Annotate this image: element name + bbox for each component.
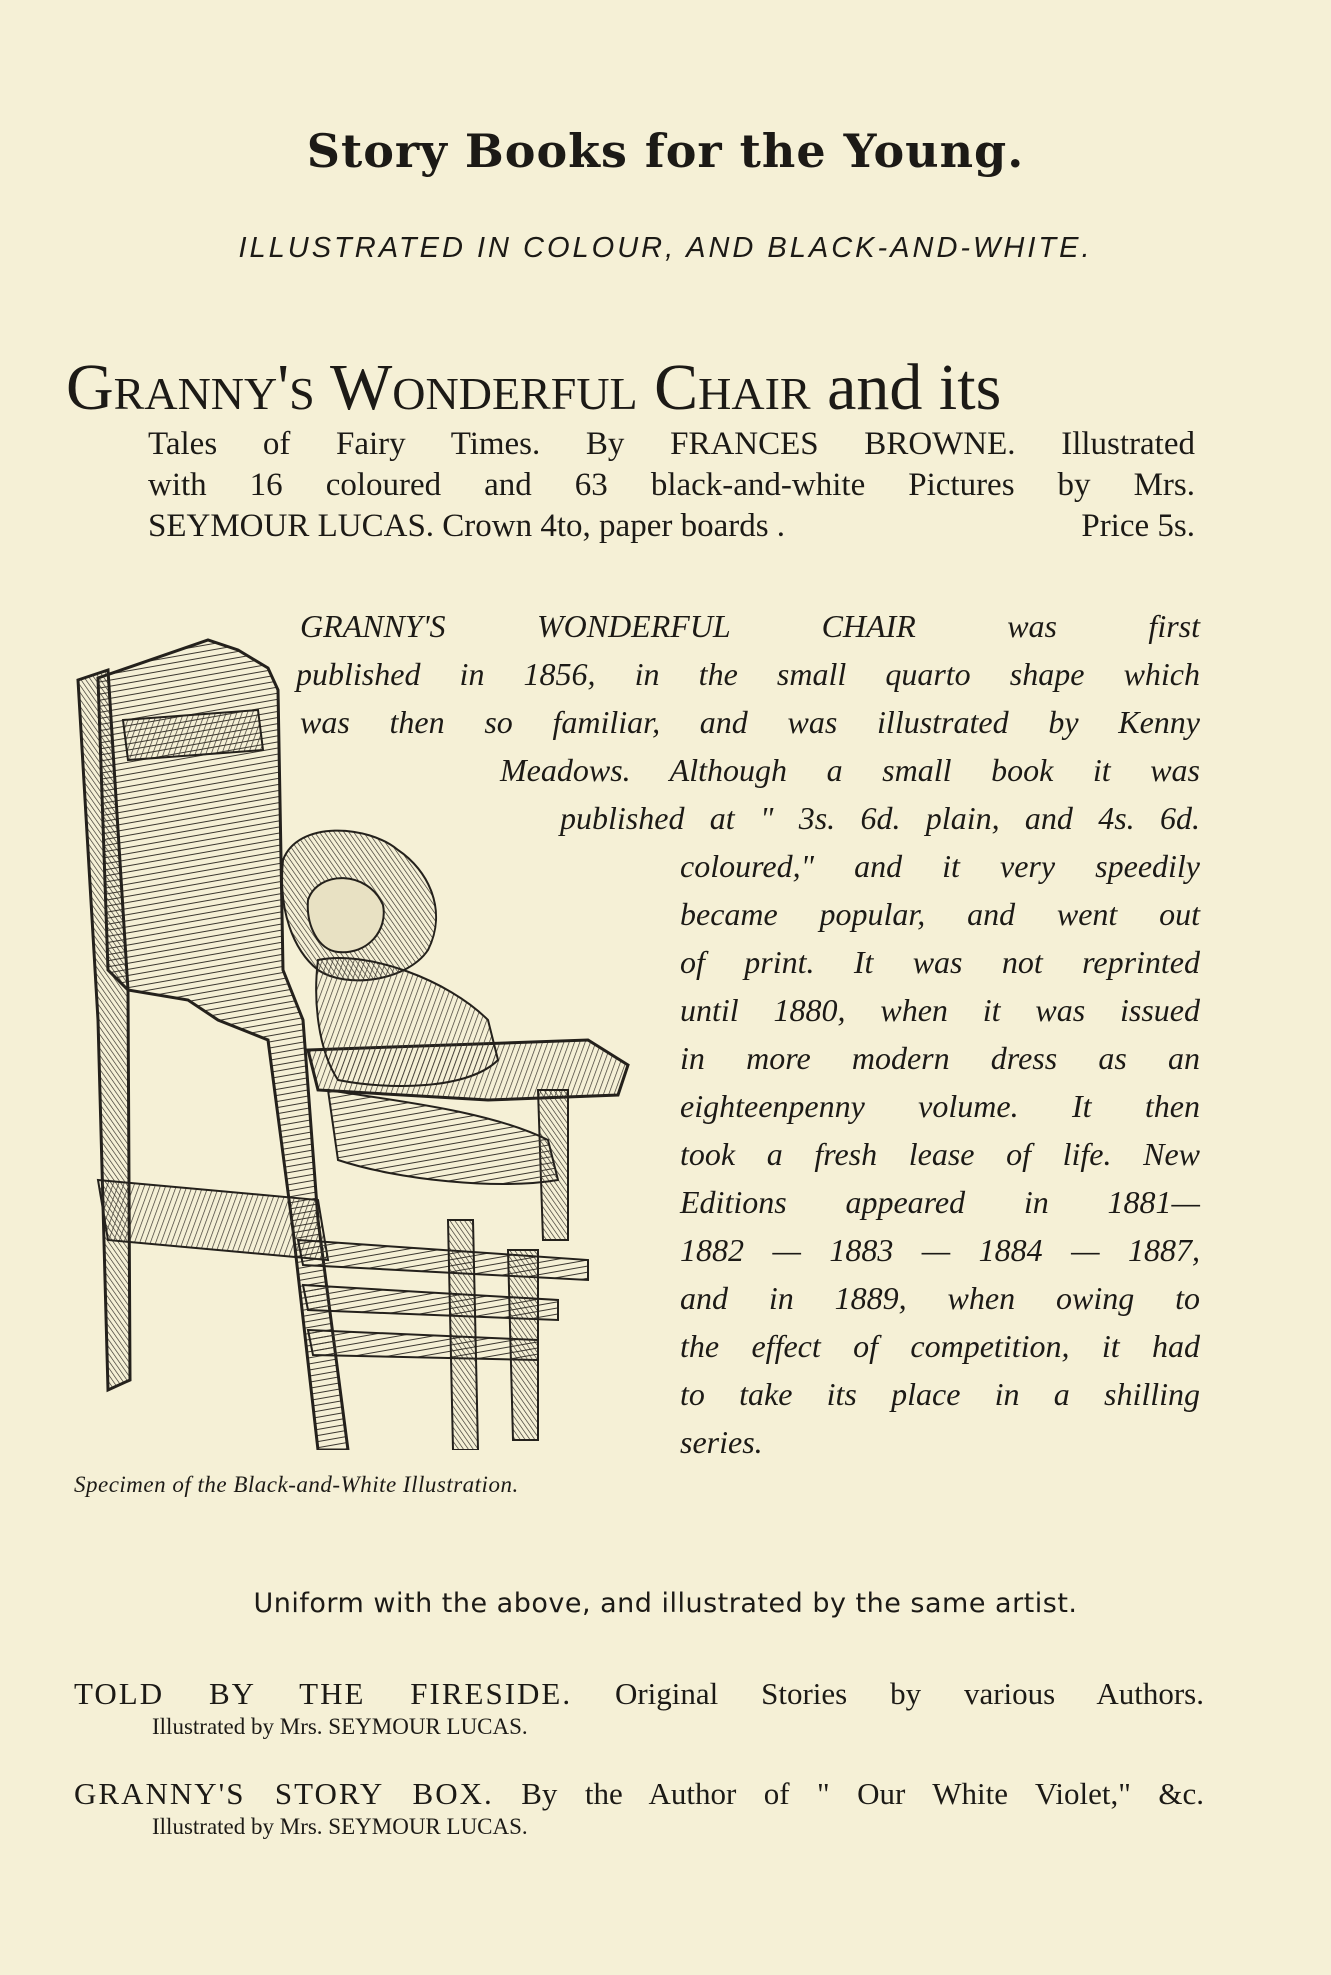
history-line: 1882 — 1883 — 1884 — 1887, <box>680 1232 1200 1268</box>
description-line-last <box>148 506 1195 547</box>
history-line: coloured," and it very speedily <box>680 848 1200 884</box>
history-line: became popular, and went out <box>680 896 1200 932</box>
history-line: and in 1889, when owing to <box>680 1280 1200 1316</box>
history-line: to take its place in a shilling <box>680 1376 1200 1412</box>
history-line: of print. It was not reprinted <box>680 944 1200 980</box>
page-subheading: ILLUSTRATED IN COLOUR, AND BLACK-AND-WHITE. <box>238 232 1093 264</box>
history-line: took a fresh lease of life. New <box>680 1136 1200 1172</box>
history-line: eighteenpenny volume. It then <box>680 1088 1200 1124</box>
history-line: series. <box>680 1424 763 1460</box>
book-entry-credit: Illustrated by Mrs. SEYMOUR LUCAS. <box>152 1814 528 1839</box>
description-line: with 16 coloured and 63 black-and-white Pictures by Mrs. <box>148 467 1195 503</box>
book-entry-description: Original Stories by various Authors. <box>614 1676 1204 1711</box>
book-entry-told-by-the-fireside <box>74 1676 1204 1740</box>
chair-illustration <box>68 620 668 1450</box>
book-entry-title: GRANNY'S STORY BOX. <box>74 1776 494 1811</box>
history-line: until 1880, when it was issued <box>680 992 1200 1028</box>
featured-book-title <box>66 350 1306 426</box>
history-line: Meadows. Although a small book it was <box>500 752 1200 788</box>
history-line: published in 1856, in the small quarto shape which <box>296 656 1200 692</box>
history-line: was then so familiar, and was illustrated by Kenny <box>300 704 1200 740</box>
history-line: published at " 3s. 6d. plain, and 4s. 6d. <box>560 800 1200 836</box>
history-line: the effect of competition, it had <box>680 1328 1200 1364</box>
price-label: Price 5s. <box>1081 508 1195 544</box>
history-line: Editions appeared in 1881— <box>680 1184 1200 1220</box>
history-line: GRANNY'S WONDERFUL CHAIR was first <box>300 608 1200 644</box>
book-entry-main <box>74 1676 1204 1712</box>
uniform-note: Uniform with the above, and illustrated by the same artist. <box>253 1588 1078 1619</box>
description-line: SEYMOUR LUCAS. Crown 4to, paper boards . <box>148 508 786 544</box>
book-entry-grannys-story-box <box>74 1776 1204 1840</box>
book-entry-credit: Illustrated by Mrs. SEYMOUR LUCAS. <box>152 1714 528 1739</box>
page-heading: Story Books for the Young. <box>306 124 1025 178</box>
featured-title-main: Granny's Wonderful Chair <box>66 351 811 424</box>
description-line: Tales of Fairy Times. By FRANCES BROWNE. Illustrated <box>148 426 1195 462</box>
featured-title-rest: and its <box>827 351 1002 424</box>
book-entry-title: TOLD BY THE FIRESIDE. <box>74 1676 573 1711</box>
featured-book-description <box>148 424 1195 547</box>
book-entry-main <box>74 1776 1204 1812</box>
illustration-caption: Specimen of the Black-and-White Illustration. <box>74 1472 519 1497</box>
history-line: in more modern dress as an <box>680 1040 1200 1076</box>
book-entry-description: By the Author of " Our White Violet," &c. <box>521 1776 1205 1811</box>
